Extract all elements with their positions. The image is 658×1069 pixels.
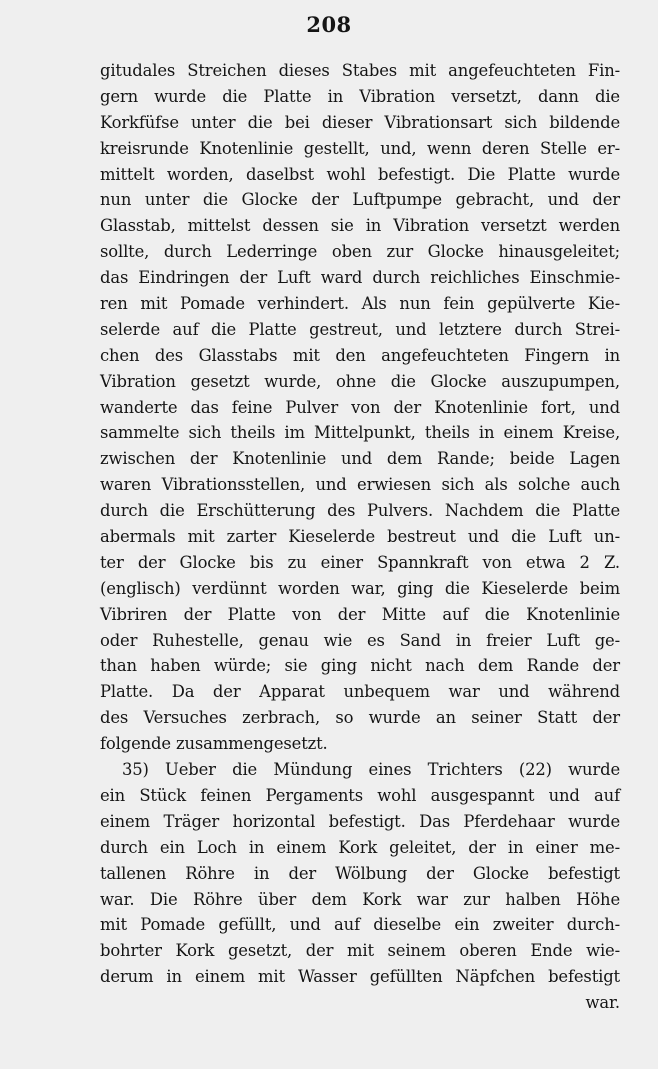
text-line: Platte. Da der Apparat unbequem war und während <box>100 682 620 702</box>
text-line: ter der Glocke bis zu einer Spannkraft von etwa 2 Z. <box>100 552 620 572</box>
body-text <box>100 58 620 1016</box>
text-line: sammelte sich theils im Mittelpunkt, theils in einem Kreise, <box>100 423 620 443</box>
text-line: tallenen Röhre in der Wölbung der Glocke befestigt <box>100 863 620 883</box>
text-line: nun unter die Glocke der Luftpumpe gebracht, und der <box>100 190 620 210</box>
text-line: sollte, durch Lederringe oben zur Glocke hinausgeleitet; <box>100 242 620 262</box>
text-line: oder Ruhestelle, genau wie es Sand in freier Luft ge- <box>100 630 620 650</box>
text-line: (englisch) verdünnt worden war, ging die Kieselerde beim <box>100 578 620 598</box>
text-line: war. Die Röhre über dem Kork war zur halben Höhe <box>100 889 620 909</box>
text-line: wanderte das feine Pulver von der Knotenlinie fort, und <box>100 397 620 417</box>
text-line: Korkfüfse unter die bei dieser Vibrationsart sich bildende <box>100 112 620 132</box>
text-line: Glasstab, mittelst dessen sie in Vibration versetzt werden <box>100 216 620 236</box>
text-line: bohrter Kork gesetzt, der mit seinem oberen Ende wie- <box>100 941 620 961</box>
paragraph-end-line: folgende zusammengesetzt. <box>100 734 328 754</box>
text-line: des Versuches zerbrach, so wurde an seiner Statt der <box>100 708 620 728</box>
text-line: kreisrunde Knotenlinie gestellt, und, wenn deren Stelle er- <box>100 138 620 158</box>
text-line: chen des Glasstabs mit den angefeuchteten Fingern in <box>100 345 620 365</box>
text-line: derum in einem mit Wasser gefüllten Näpfchen befestigt <box>100 967 620 987</box>
text-line: gitudales Streichen dieses Stabes mit angefeuchteten Fin- <box>100 61 620 80</box>
text-line: than haben würde; sie ging nicht nach dem Rande der <box>100 656 620 676</box>
paragraph-start-line: 35) Ueber die Mündung eines Trichters (22) wurde <box>122 760 620 780</box>
text-line: durch die Erschütterung des Pulvers. Nachdem die Platte <box>100 501 620 521</box>
text-line: mit Pomade gefüllt, und auf dieselbe ein zweiter durch- <box>100 915 620 935</box>
text-line: zwischen der Knotenlinie und dem Rande; beide Lagen <box>100 449 620 469</box>
page-number: 208 <box>306 12 352 37</box>
text-line: ren mit Pomade verhindert. Als nun fein gepülverte Kie- <box>100 294 620 314</box>
paragraph-end-line: war. <box>585 993 620 1013</box>
text-line: selerde auf die Platte gestreut, und letztere durch Strei- <box>100 319 620 339</box>
text-line: mittelt worden, daselbst wohl befestigt. Die Platte wurde <box>100 164 620 184</box>
text-line: abermals mit zarter Kieselerde bestreut und die Luft un- <box>100 527 620 547</box>
text-line: ein Stück feinen Pergaments wohl ausgespannt und auf <box>100 785 620 805</box>
text-line: Vibriren der Platte von der Mitte auf die Knotenlinie <box>100 604 620 624</box>
text-line: waren Vibrationsstellen, und erwiesen sich als solche auch <box>100 475 620 495</box>
text-line: durch ein Loch in einem Kork geleitet, der in einer me- <box>100 837 620 857</box>
text-line: Vibration gesetzt wurde, ohne die Glocke auszupumpen, <box>100 371 620 391</box>
text-line: das Eindringen der Luft ward durch reichliches Einschmie- <box>100 268 620 288</box>
text-line: einem Träger horizontal befestigt. Das Pferdehaar wurde <box>100 811 620 831</box>
text-line: gern wurde die Platte in Vibration versetzt, dann die <box>100 86 620 106</box>
